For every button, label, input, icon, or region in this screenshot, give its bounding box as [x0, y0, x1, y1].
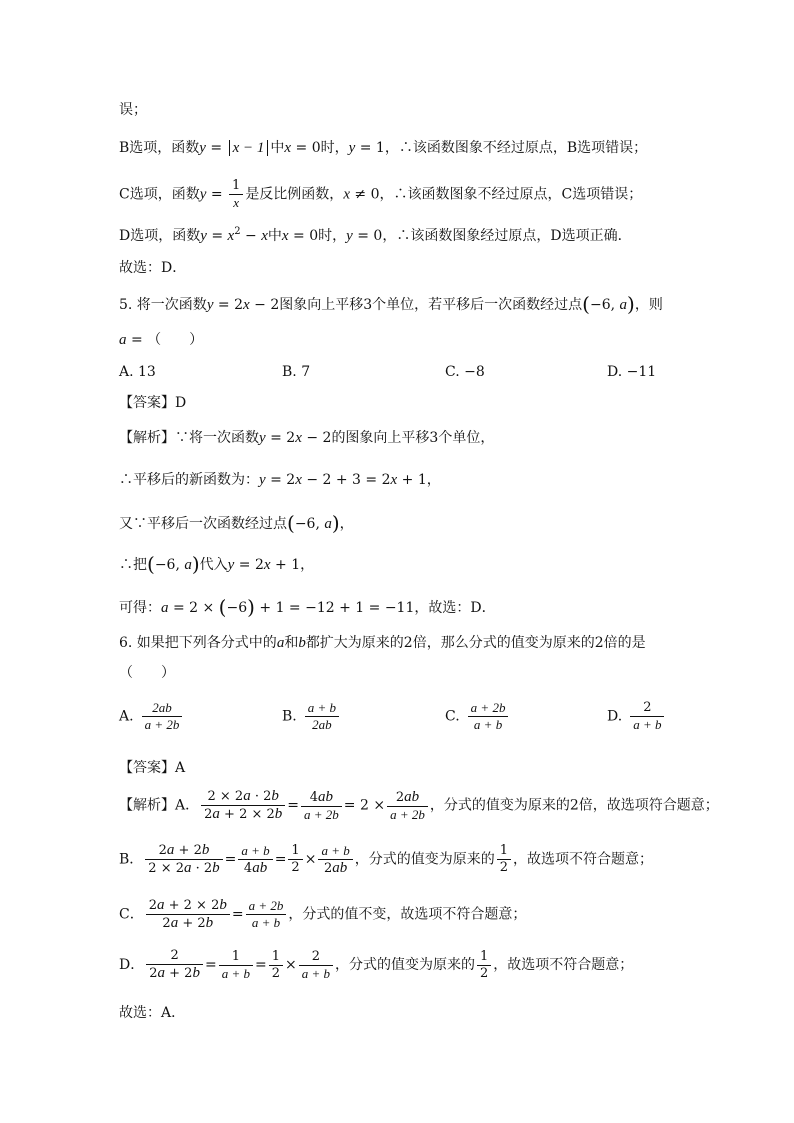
q6-option-d[interactable] [607, 700, 666, 733]
question-5-stem: 5. 将一次函数y = 2x − 2图象向上平移3个单位，若平移后一次函数经过点(−6, a)，则 [119, 292, 663, 316]
fraction: $\frac{a + b}{2ab}$ [305, 700, 339, 733]
text: 【解析】∵将一次函数 [119, 430, 259, 446]
text: 【答案】A [119, 760, 186, 776]
text: B. 7 [282, 364, 311, 380]
fraction: $\frac{a + b}{2ab}$ [318, 843, 352, 877]
text: ，则 [634, 297, 663, 313]
text: ，分式的值变为原来的2倍，故选项符合题意； [429, 797, 719, 814]
text: 可得： [119, 600, 161, 616]
fraction: $\frac{2}{a + b}$ [299, 949, 333, 982]
option-d-explanation: D选项，函数$y = x^2 - x$中x = 0时，y = 0，∴该函数图象经过原点，D选项正确． [119, 226, 632, 244]
text: ，分式的值变为原来的 [335, 957, 475, 973]
fraction: $\frac{a + b}{4ab}$ [238, 843, 272, 877]
question-6-stem: 6. 如果把下列各分式中的a和b都扩大为原来的2倍，那么分式的值变为原来的2倍的是 [119, 635, 646, 651]
text: ，故选项不符合题意； [493, 957, 634, 973]
text: 代入 [199, 557, 228, 573]
fraction: $\frac{2ab}{a + 2b}$ [387, 789, 428, 823]
q5-explanation-5: 可得：a = 2 × (−6) + 1 = −12 + 1 = −11，故选：D． [119, 595, 496, 619]
q5-option-a[interactable] [119, 362, 156, 382]
text: 和 [284, 635, 299, 651]
q5-answer [119, 393, 186, 413]
fraction: $\frac{2a + 2 \times 2b}{2a + 2b}$ [146, 897, 230, 932]
text: 的图象向上平移3个单位， [331, 430, 495, 446]
fraction: $\frac{1}{2}$ [269, 949, 283, 982]
text: 误； [119, 102, 147, 118]
q6-explanation-a: 【解析】A． $\frac{2 \times 2a \cdot 2b}{2a + 2 \times 2b}$ = $\frac{4ab}{a + 2b}$ = 2 × $\frac{2ab}{a + 2b}$ ，分式的值变为原来的2倍，故选项符合题意； [119, 788, 719, 822]
text-line [119, 100, 147, 120]
text: 故选：A． [119, 1005, 186, 1021]
text: 时， [320, 140, 349, 156]
text: 都扩大为原来的2倍，那么分式的值变为原来的2倍的是 [305, 635, 646, 651]
fraction: $\frac{2 \times 2a \cdot 2b}{2a + 2 \times 2b}$ [201, 788, 285, 823]
text: ， [339, 516, 354, 532]
text: D选项，函数 [119, 228, 201, 244]
text: A. [119, 708, 134, 725]
text: （ ） [147, 332, 204, 348]
text: 6. 如果把下列各分式中的 [119, 635, 277, 651]
q6-explanation-c: C． $\frac{2a + 2 \times 2b}{2a + 2b}$ = $\frac{a + 2b}{a + b}$ ，分式的值不变，故选项不符合题意； [119, 897, 527, 931]
q5-option-c[interactable] [445, 362, 485, 382]
text: 【答案】D [119, 395, 187, 411]
text: ，∴该函数图象经过原点，D选项正确． [382, 228, 632, 244]
q6-final-answer [119, 1003, 185, 1023]
text: ∴把 [119, 557, 147, 573]
q5-explanation-2: ∴平移后的新函数为：y = 2x − 2 + 3 = 2x + 1， [119, 472, 441, 488]
q6-explanation-d: D． $\frac{2}{2a + 2b}$ = $\frac{1}{a + b}$ = $\frac{1}{2}$ × $\frac{2}{a + b}$ ，分式的值变为原来的 $\frac{1}{2}$ ，故选项不符合题意； [119, 948, 634, 981]
question-5-stem-cont: a = （ ） [119, 332, 204, 348]
q5-option-d[interactable] [607, 362, 656, 382]
fraction: $\frac{2a + 2b}{2 \times 2a \cdot 2b}$ [145, 842, 222, 877]
text: 5. 将一次函数 [119, 297, 207, 313]
q6-option-c[interactable] [445, 700, 510, 733]
question-6-stem-cont [119, 663, 175, 683]
option-b-explanation: B选项，函数y = x − 1 中x = 0时，y = 1，∴该函数图象不经过原点，B选项错误； [119, 140, 648, 156]
fraction: $\frac{1}{2}$ [288, 843, 302, 876]
text: （ ） [119, 665, 175, 681]
fraction: $\frac{2}{a + b}$ [630, 700, 664, 733]
q6-explanation-b: B． $\frac{2a + 2b}{2 \times 2a \cdot 2b}$ = $\frac{a + b}{4ab}$ = $\frac{1}{2}$ × $\frac{a + b}{2ab}$ ，分式的值变为原来的 $\frac{1}{2}$ ，故选项不符合题意； [119, 842, 653, 876]
text: ， [300, 557, 315, 573]
text: C选项，函数 [119, 186, 200, 203]
text: B． [119, 851, 144, 868]
q6-option-a[interactable] [119, 700, 184, 733]
fraction: $\frac{2}{2a + 2b}$ [146, 948, 203, 982]
fraction: $\frac{4ab}{a + 2b}$ [301, 789, 342, 823]
text: D. [607, 708, 623, 725]
q5-explanation-4: ∴把(−6, a)代入y = 2x + 1， [119, 552, 315, 576]
q6-option-b[interactable] [282, 700, 341, 733]
fraction: $\frac{1}{a + b}$ [219, 949, 253, 982]
text: 时， [318, 228, 347, 244]
text: ，故选：D． [414, 600, 496, 616]
text: 故选：D． [119, 260, 187, 276]
text: C. −8 [445, 364, 485, 380]
text: 又∵平移后一次函数经过点 [119, 516, 287, 532]
q5-explanation-1: 【解析】∵将一次函数y = 2x − 2的图象向上平移3个单位， [119, 430, 495, 446]
text: 【解析】A． [119, 797, 200, 814]
text: ，∴该函数图象不经过原点，B选项错误； [384, 140, 648, 156]
option-c-explanation: C选项，函数y = $\frac{1}{x}$ 是反比例函数，x ≠ 0，∴该函数图象不经过原点，C选项错误； [119, 178, 643, 210]
answer-line [119, 258, 186, 278]
text: ，分式的值变为原来的 [354, 851, 495, 868]
text: ∴平移后的新函数为： [119, 472, 259, 488]
text: D. −11 [607, 364, 657, 380]
text: ，故选项不符合题意； [513, 851, 653, 868]
q5-option-b[interactable] [282, 362, 310, 382]
text: C． [119, 906, 144, 923]
text: 中 [270, 140, 285, 156]
text: 中 [267, 228, 282, 244]
text: D． [119, 957, 145, 973]
fraction: $\frac{1}{2}$ [497, 843, 511, 876]
q6-answer [119, 758, 185, 778]
q5-explanation-3: 又∵平移后一次函数经过点(−6, a)， [119, 511, 354, 535]
text: B. [282, 708, 297, 725]
fraction: $\frac{a + 2b}{a + b}$ [468, 700, 509, 733]
text: 是反比例函数， [245, 186, 344, 203]
text: C. [445, 708, 460, 725]
fraction: $\frac{a + 2b}{a + b}$ [246, 898, 287, 931]
text: 图象向上平移3个单位，若平移后一次函数经过点 [279, 297, 583, 313]
text: B选项，函数 [119, 140, 200, 156]
fraction: $\frac{2ab}{a + 2b}$ [142, 700, 183, 733]
text: A. 13 [119, 364, 156, 380]
text: ，分式的值不变，故选项不符合题意； [288, 906, 527, 923]
fraction: $\frac{1}{2}$ [477, 949, 491, 982]
text: ，∴该函数图象不经过原点，C选项错误； [379, 186, 643, 203]
fraction: $\frac{1}{x}$ [229, 178, 243, 211]
